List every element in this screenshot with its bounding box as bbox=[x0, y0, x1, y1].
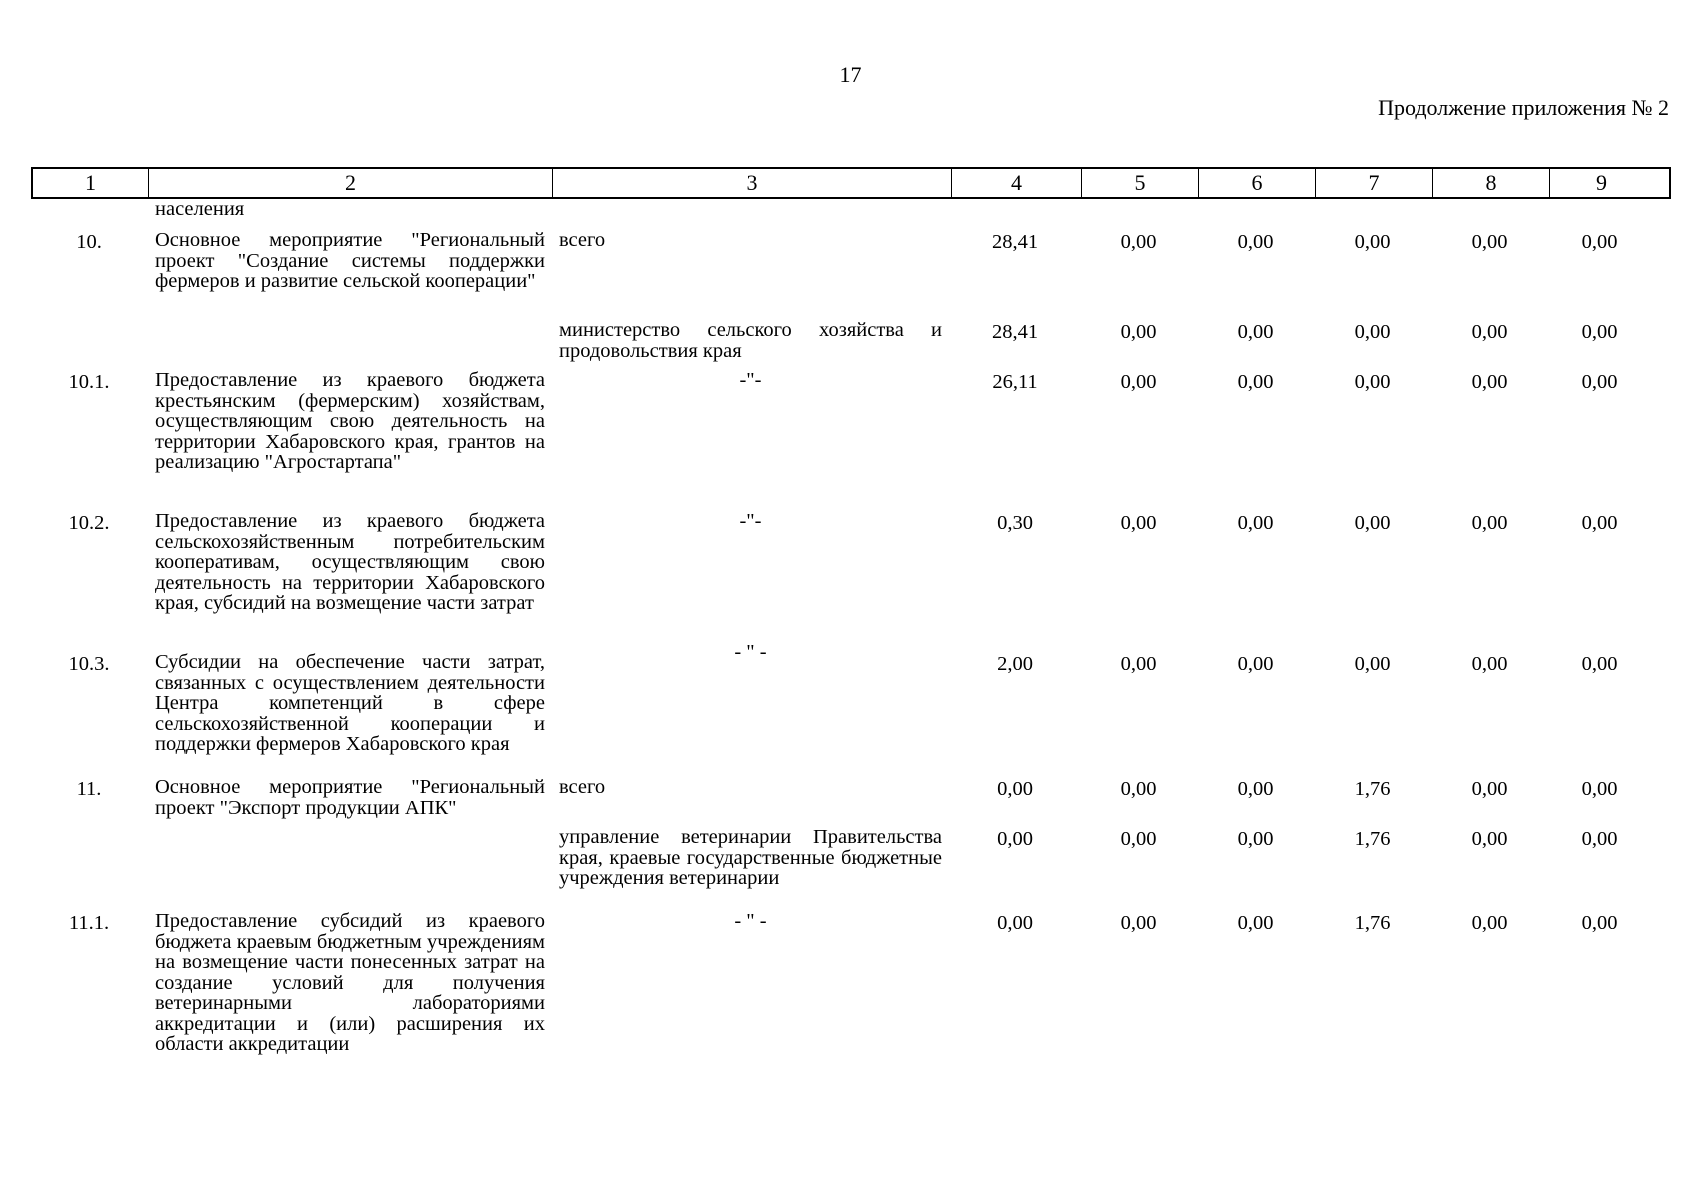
value-col-7: 1,76 bbox=[1354, 778, 1391, 800]
row-number: 10.2. bbox=[68, 512, 110, 534]
value-col-8: 0,00 bbox=[1471, 321, 1508, 343]
executor: всего bbox=[559, 229, 606, 251]
table-row bbox=[31, 230, 1671, 314]
row-number bbox=[31, 827, 147, 907]
executor: управление ветеринарии Правительства края, краевые государственные бюджетные учреждения ветеринарии bbox=[559, 826, 942, 889]
value-col-9: 0,00 bbox=[1581, 778, 1618, 800]
executor: всего bbox=[559, 776, 606, 798]
budget-table bbox=[31, 167, 1671, 1071]
executor bbox=[551, 199, 950, 221]
value-col-7: 0,00 bbox=[1354, 231, 1391, 253]
value-col-7: 0,00 bbox=[1354, 653, 1391, 675]
value-col-8: 0,00 bbox=[1471, 912, 1508, 934]
value-col-9: 0,00 bbox=[1581, 231, 1618, 253]
activity-name: Основное мероприятие "Региональный проект "Создание системы поддержки фермеров и развитие сельской кооперации" bbox=[155, 229, 545, 292]
row-number: 10. bbox=[76, 231, 102, 253]
executor: -"- bbox=[739, 369, 762, 391]
value-col-7: 0,00 bbox=[1354, 321, 1391, 343]
value-col-6 bbox=[1197, 199, 1314, 221]
value-col-4: 0,00 bbox=[997, 778, 1033, 800]
value-col-9: 0,00 bbox=[1581, 512, 1618, 534]
activity-name: Субсидии на обеспечение части затрат, связанных с осуществлением деятельности Центра компетенций в сфере сельскохозяйственной кооперации и поддержки фермеров Хабаровского края bbox=[155, 651, 545, 755]
value-col-4: 0,30 bbox=[997, 512, 1033, 534]
value-col-7: 1,76 bbox=[1354, 828, 1391, 850]
value-col-7: 1,76 bbox=[1354, 912, 1391, 934]
activity-name: Предоставление субсидий из краевого бюджета краевым бюджетным учреждениям на возмещение части понесенных затрат на создание условий для получения ветеринарными лабораториями аккредитации и (или) расширения их области аккредитации bbox=[155, 910, 545, 1055]
header-col-2: 2 bbox=[149, 169, 553, 197]
value-col-9: 0,00 bbox=[1581, 371, 1618, 393]
value-col-5: 0,00 bbox=[1120, 778, 1157, 800]
value-col-7: 0,00 bbox=[1354, 512, 1391, 534]
value-col-8: 0,00 bbox=[1471, 512, 1508, 534]
value-col-9: 0,00 bbox=[1581, 828, 1618, 850]
table-row bbox=[31, 199, 1671, 221]
value-col-6: 0,00 bbox=[1237, 828, 1274, 850]
value-col-6: 0,00 bbox=[1237, 778, 1274, 800]
value-col-5: 0,00 bbox=[1120, 321, 1157, 343]
value-col-8: 0,00 bbox=[1471, 653, 1508, 675]
header-col-8: 8 bbox=[1433, 169, 1550, 197]
table-row bbox=[31, 641, 1671, 772]
value-col-5: 0,00 bbox=[1120, 231, 1157, 253]
value-col-5: 0,00 bbox=[1120, 828, 1157, 850]
row-number bbox=[31, 199, 147, 221]
executor: -"- bbox=[739, 510, 762, 532]
value-col-6: 0,00 bbox=[1237, 653, 1274, 675]
value-col-4 bbox=[950, 199, 1080, 221]
page-number: 17 bbox=[839, 62, 862, 87]
value-col-9 bbox=[1548, 199, 1651, 221]
value-col-4: 0,00 bbox=[997, 912, 1033, 934]
activity-name: Основное мероприятие "Региональный проект "Экспорт продукции АПК" bbox=[155, 776, 545, 819]
executor: - " - bbox=[734, 910, 767, 932]
value-col-8 bbox=[1431, 199, 1548, 221]
value-col-6: 0,00 bbox=[1237, 231, 1274, 253]
header-col-9: 9 bbox=[1596, 170, 1607, 195]
value-col-4: 26,11 bbox=[992, 371, 1038, 393]
row-number: 10.3. bbox=[68, 653, 110, 675]
header-col-5: 5 bbox=[1082, 169, 1199, 197]
value-col-4: 28,41 bbox=[991, 231, 1039, 253]
table-row bbox=[31, 911, 1671, 1071]
value-col-4: 0,00 bbox=[997, 828, 1033, 850]
activity-name: Предоставление из краевого бюджета крестьянским (фермерским) хозяйствам, осуществляющим свою деятельность на территории Хабаровского края, грантов на реализацию "Агростартапа" bbox=[155, 369, 545, 473]
header-col-3: 3 bbox=[553, 169, 952, 197]
value-col-9: 0,00 bbox=[1581, 653, 1618, 675]
value-col-4: 28,41 bbox=[991, 321, 1039, 343]
value-col-5: 0,00 bbox=[1120, 371, 1157, 393]
activity-name: населения bbox=[155, 198, 245, 220]
value-col-7: 0,00 bbox=[1354, 371, 1391, 393]
value-col-4: 2,00 bbox=[997, 653, 1033, 675]
table-row bbox=[31, 511, 1671, 647]
executor: министерство сельского хозяйства и продовольствия края bbox=[559, 319, 942, 362]
table-row bbox=[31, 827, 1671, 907]
header-col-7: 7 bbox=[1316, 169, 1433, 197]
table-row bbox=[31, 320, 1671, 368]
executor: - " - bbox=[734, 641, 767, 663]
value-col-5 bbox=[1080, 199, 1197, 221]
value-col-9: 0,00 bbox=[1581, 321, 1618, 343]
header-col-4: 4 bbox=[952, 169, 1082, 197]
continuation-label: Продолжение приложения № 2 bbox=[1378, 95, 1669, 120]
value-col-5: 0,00 bbox=[1120, 512, 1157, 534]
value-col-6: 0,00 bbox=[1237, 371, 1274, 393]
row-number: 11. bbox=[76, 778, 102, 800]
activity-name: Предоставление из краевого бюджета сельскохозяйственным потребительским кооперативам, осуществляющим свою деятельность на территории Хабаровского края, субсидий на возмещение части затрат bbox=[155, 510, 545, 614]
table-body bbox=[31, 199, 1671, 1071]
table-row bbox=[31, 370, 1671, 506]
value-col-8: 0,00 bbox=[1471, 371, 1508, 393]
value-col-6: 0,00 bbox=[1237, 512, 1274, 534]
header-col-6: 6 bbox=[1199, 169, 1316, 197]
value-col-7 bbox=[1314, 199, 1431, 221]
activity-name bbox=[147, 827, 551, 907]
row-number bbox=[31, 320, 147, 368]
value-col-9: 0,00 bbox=[1581, 912, 1618, 934]
value-col-8: 0,00 bbox=[1471, 828, 1508, 850]
table-row bbox=[31, 777, 1671, 821]
value-col-6: 0,00 bbox=[1237, 912, 1274, 934]
row-number: 11.1. bbox=[68, 912, 110, 934]
table-header bbox=[31, 167, 1671, 199]
value-col-8: 0,00 bbox=[1471, 778, 1508, 800]
value-col-8: 0,00 bbox=[1471, 231, 1508, 253]
header-col-1: 1 bbox=[33, 169, 149, 197]
value-col-6: 0,00 bbox=[1237, 321, 1274, 343]
value-col-5: 0,00 bbox=[1120, 653, 1157, 675]
value-col-5: 0,00 bbox=[1120, 912, 1157, 934]
activity-name bbox=[147, 320, 551, 368]
row-number: 10.1. bbox=[68, 371, 110, 393]
